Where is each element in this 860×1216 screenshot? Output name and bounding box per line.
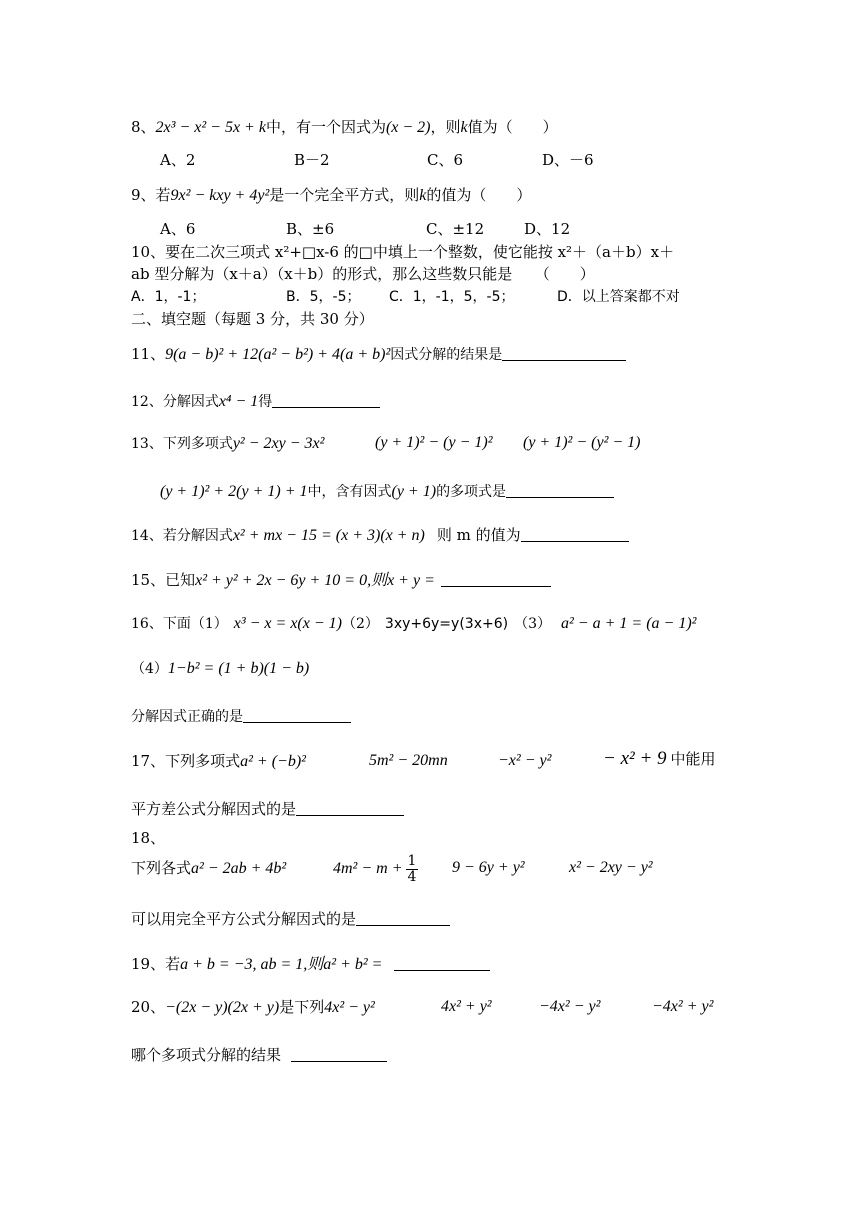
question-17-line2: 平方差公式分解因式的是 <box>131 799 404 819</box>
question-9: 9、若9x² − kxy + 4y²是一个完全平方式，则k的值为（ ） <box>131 186 532 204</box>
q18-fraction: $\frac{1}{4}$ <box>407 852 417 885</box>
question-18-number: 18、 <box>131 829 166 847</box>
q10-option-c: C．1，-1，5，-5； <box>389 289 515 305</box>
q20-expression-4: −4x² + y² <box>652 998 714 1015</box>
q17-expression-3: −x² − y² <box>498 752 552 769</box>
q11-expression: 9(a − b)² + 12(a² − b²) + 4(a + b)² <box>165 346 391 363</box>
q14-expression: x² + mx − 15 = (x + 3)(x + n) <box>232 527 425 544</box>
question-16-line3: 分解因式正确的是 <box>131 706 351 727</box>
q20-expression: −(2x − y)(2x + y) <box>165 999 280 1016</box>
question-18: 下列各式a² − 2ab + 4b² <box>131 859 287 877</box>
q18-answer-blank[interactable] <box>356 911 450 926</box>
question-18-line2: 可以用完全平方公式分解因式的是 <box>131 909 450 929</box>
q10-option-d: D．以上答案都不对 <box>557 289 680 305</box>
q12-answer-blank[interactable] <box>272 393 380 408</box>
question-14: 14、若分解因式x² + mx − 15 = (x + 3)(x + n) 则 m 的值为 <box>131 525 629 546</box>
q19-expression: a + b = −3, ab = 1,则a² + b² = <box>180 956 383 973</box>
q15-expression: x² + y² + 2x − 6y + 10 = 0,则x + y = <box>195 572 435 589</box>
question-13-line2: (y + 1)² + 2(y + 1) + 1中，含有因式(y + 1)的多项式是 <box>160 481 614 502</box>
q9-option-d: D、12 <box>524 220 571 238</box>
q9-option-c: C、±12 <box>426 220 485 238</box>
q8-option-b: B－2 <box>294 151 330 169</box>
q18-expression-3: 9 − 6y + y² <box>452 859 525 876</box>
q17-answer-blank[interactable] <box>296 801 404 816</box>
question-11: 11、9(a − b)² + 12(a² − b²) + 4(a + b)²因式分解的结果是 <box>131 344 626 365</box>
question-17: 17、下列多项式a² + (−b)² <box>131 752 306 770</box>
q8-option-a: A、2 <box>160 151 196 169</box>
q15-answer-blank[interactable] <box>441 572 551 587</box>
q10-option-a: A．1，-1； <box>131 289 206 305</box>
q16-answer-blank[interactable] <box>243 708 351 723</box>
question-12: 12、分解因式x⁴ − 1得 <box>131 391 380 412</box>
q8-expression: 2x³ − x² − 5x + k <box>155 119 266 136</box>
q9-option-b: B、±6 <box>286 220 335 238</box>
q20-expression-2: 4x² + y² <box>441 998 492 1015</box>
q8-option-c: C、6 <box>427 151 464 169</box>
q20-expression-3: −4x² − y² <box>539 998 601 1015</box>
q17-expression-4: − x² + 9 中能用 <box>603 748 716 769</box>
q8-option-d: D、－6 <box>542 151 594 169</box>
q13-expression-3: (y + 1)² − (y² − 1) <box>523 434 641 451</box>
question-8: 8、2x³ − x² − 5x + k中，有一个因式为(x − 2)，则k值为（ ） <box>131 118 558 136</box>
q11-answer-blank[interactable] <box>502 346 626 361</box>
q9-option-a: A、6 <box>160 220 196 238</box>
q18-expression-4: x² − 2xy − y² <box>569 859 653 876</box>
q18-expression-2: 4m² − m + $\frac{1}{4}$ <box>333 852 417 885</box>
q19-answer-blank[interactable] <box>394 956 490 971</box>
q9-expression: 9x² − kxy + 4y² <box>170 187 270 204</box>
q14-answer-blank[interactable] <box>521 527 629 542</box>
question-16-line2: （4）1−b² = (1 + b)(1 − b) <box>131 660 310 677</box>
question-13: 13、下列多项式y² − 2xy − 3x² <box>131 435 325 452</box>
q12-expression: x⁴ − 1 <box>218 393 259 410</box>
question-20-line2: 哪个多项式分解的结果 <box>131 1045 387 1065</box>
question-15: 15、已知x² + y² + 2x − 6y + 10 = 0,则x + y = <box>131 570 551 591</box>
question-16: 16、下面（1） x³ − x = x(x − 1)（2） 3xy+6y=y(3x+6) （3） a² − a + 1 = (a − 1)² <box>131 615 697 632</box>
q13-answer-blank[interactable] <box>506 483 614 498</box>
question-19: 19、若a + b = −3, ab = 1,则a² + b² = <box>131 954 490 975</box>
question-10-line1: 10、要在二次三项式 x²+□x-6 的□中填上一个整数，使它能按 x²＋（a＋b）x＋ <box>131 243 675 261</box>
section-2-heading: 二、填空题（每题 3 分，共 30 分） <box>131 310 374 328</box>
q10-option-b: B．5，-5； <box>286 289 361 305</box>
question-20: 20、−(2x − y)(2x + y)是下列4x² − y² <box>131 998 375 1016</box>
q13-expression-2: (y + 1)² − (y − 1)² <box>375 434 493 451</box>
q17-expression-2: 5m² − 20mn <box>369 752 448 769</box>
question-10-line2: ab 型分解为（x＋a）（x＋b）的形式，那么这些数只能是 （ ） <box>131 265 595 283</box>
q20-answer-blank[interactable] <box>291 1047 387 1062</box>
q8-factor: (x − 2) <box>385 119 431 136</box>
